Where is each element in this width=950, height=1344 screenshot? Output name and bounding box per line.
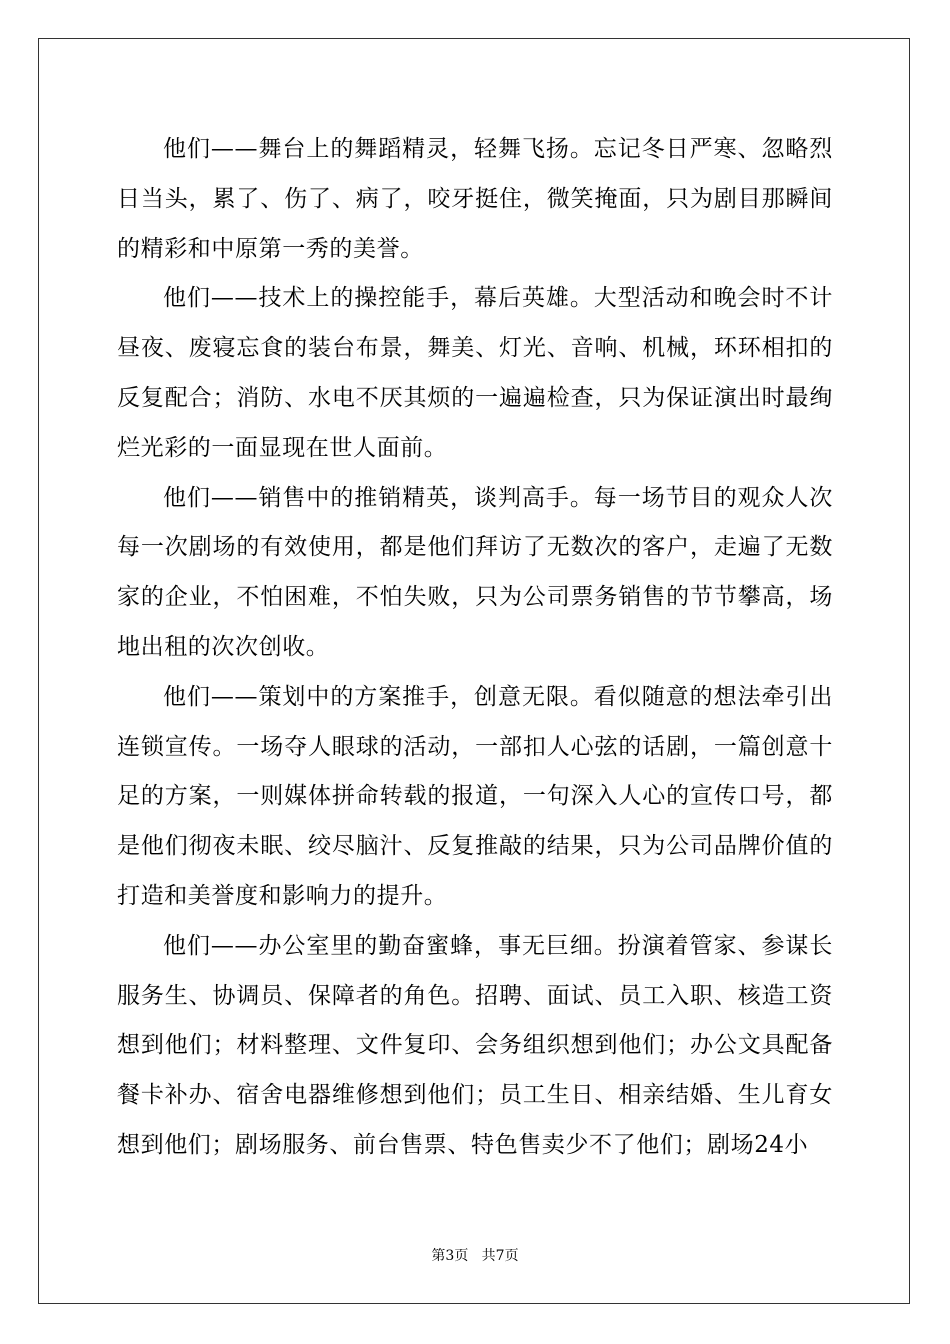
paragraph-office: 他们——办公室里的勤奋蜜蜂，事无巨细。扮演着管家、参谋长服务生、协调员、保障者的角色。招聘、面试、员工入职、核造工资想到他们；材料整理、文件复印、会务组织想到他们；办公文具配备餐卡补办、宿舍电器维修想到他们；员工生日、相亲结婚、生儿育女想到他们；剧场服务、前台售票、特色售卖少不了他们；剧场24小 (117, 932, 833, 1158)
paragraph-sales: 他们——销售中的推销精英，谈判高手。每一场节目的观众人次每一次剧场的有效使用，都是他们拜访了无数次的客户，走遍了无数家的企业，不怕困难，不怕失败，只为公司票务销售的节节攀高，场地出租的次次创收。 (117, 484, 833, 660)
page-number-footer: 第3页 共7页 (431, 1248, 519, 1264)
document-body (117, 125, 833, 1171)
paragraph-dancers: 他们——舞台上的舞蹈精灵，轻舞飞扬。忘记冬日严寒、忽略烈日当头，累了、伤了、病了，咬牙挺住，微笑掩面，只为剧目那瞬间的精彩和中原第一秀的美誉。 (117, 136, 833, 262)
paragraph-technicians: 他们——技术上的操控能手，幕后英雄。大型活动和晚会时不计昼夜、废寝忘食的装台布景，舞美、灯光、音响、机械，环环相扣的反复配合；消防、水电不厌其烦的一遍遍检查，只为保证演出时最绚烂光彩的一面显现在世人面前。 (117, 285, 833, 461)
paragraph-planning: 他们——策划中的方案推手，创意无限。看似随意的想法牵引出连锁宣传。一场夺人眼球的活动，一部扣人心弦的话剧，一篇创意十足的方案，一则媒体拼命转载的报道，一句深入人心的宣传口号，都是他们彻夜未眠、绞尽脑汁、反复推敲的结果，只为公司品牌价值的打造和美誉度和影响力的提升。 (117, 683, 833, 909)
